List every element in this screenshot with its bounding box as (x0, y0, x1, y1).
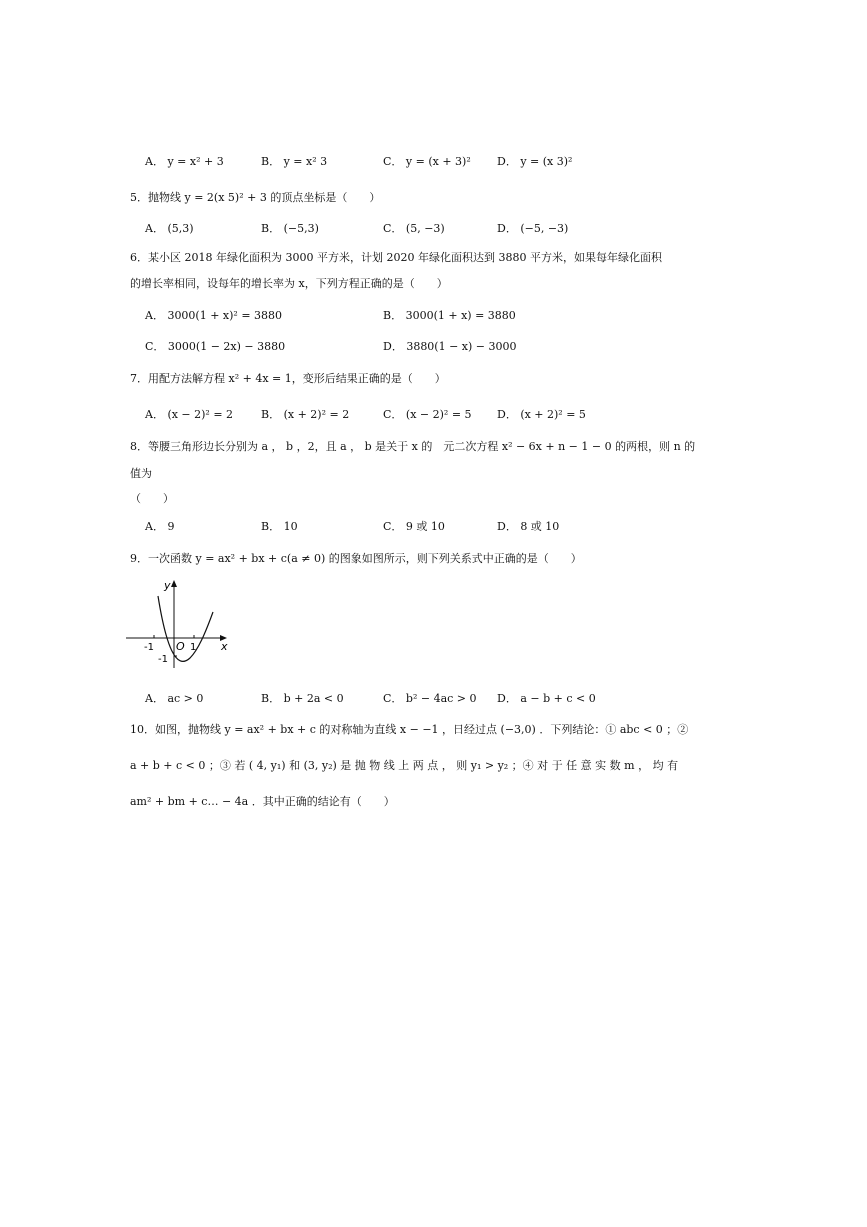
q10-text-line2: a + b + c < 0 ；③ 若 ( 4, y₁) 和 (3, y₂) 是 抛 物 线 上 两 点 ， 则 y₁ > y₂ ；④ 对 于 任 意 实 数 m ， 均 有 (130, 759, 679, 772)
q6-option-a: A． 3000(1 + x)² = 3880 (145, 309, 283, 322)
q7-option-d: D． (x + 2)² = 5 (497, 408, 586, 421)
q6-option-c: C． 3000(1 − 2x) − 3880 (145, 340, 286, 353)
q9-parabola-graph (124, 576, 234, 670)
q8-option-a: A． 9 (145, 520, 175, 533)
q7-option-b: B． (x + 2)² = 2 (261, 408, 350, 421)
q9-option-a: A． ac > 0 (145, 692, 204, 705)
q7-option-c: C． (x − 2)² = 5 (383, 408, 472, 421)
q6-option-b: B． 3000(1 + x) = 3880 (383, 309, 516, 322)
q8-text-line3: （ ） (130, 492, 174, 505)
q7-option-a: A． (x − 2)² = 2 (145, 408, 234, 421)
q4-option-d: D． y = (x 3)² (497, 155, 573, 168)
origin-label: O (176, 640, 185, 653)
q9-text: 9．一次函数 y = ax² + bx + c(a ≠ 0) 的图象如图所示，则下列关系式中正确的是（ ） (130, 552, 582, 565)
q5-option-c: C． (5, −3) (383, 222, 445, 235)
q5-option-a: A． (5,3) (145, 222, 194, 235)
q8-option-d: D． 8 或 10 (497, 520, 560, 533)
q8-text-line1: 8．等腰三角形边长分别为 a ， b ，2，且 a ， b 是关于 x 的 元二次方程 x² − 6x + n − 1 − 0 的两根，则 n 的 (130, 440, 696, 453)
q8-text-line2: 值为 (130, 467, 152, 480)
tick-pos1-x-label: 1 (190, 642, 197, 653)
y-axis-arrow-icon (171, 580, 177, 587)
q9-option-d: D． a − b + c < 0 (497, 692, 596, 705)
q5-text: 5．抛物线 y = 2(x 5)² + 3 的顶点坐标是（ ） (130, 191, 381, 204)
q6-text-line2: 的增长率相同，设每年的增长率为 x，下列方程正确的是（ ） (130, 277, 448, 290)
parabola-curve (158, 596, 213, 661)
tick-neg1-y-label: -1 (158, 654, 168, 665)
y-axis-label: y (164, 579, 171, 592)
q6-text-line1: 6．某小区 2018 年绿化面积为 3000 平方米，计划 2020 年绿化面积达到 3880 平方米，如果每年绿化面积 (130, 251, 662, 264)
q4-option-a: A． y = x² + 3 (145, 155, 224, 168)
q8-option-c: C． 9 或 10 (383, 520, 445, 533)
q8-option-b: B． 10 (261, 520, 298, 533)
q6-option-d: D． 3880(1 − x) − 3000 (383, 340, 517, 353)
q7-text: 7．用配方法解方程 x² + 4x = 1，变形后结果正确的是（ ） (130, 372, 446, 385)
q10-text-line3: am² + bm + c… − 4a ．其中正确的结论有（ ） (130, 795, 395, 808)
tick-neg1-x-label: -1 (144, 642, 154, 653)
q9-option-b: B． b + 2a < 0 (261, 692, 344, 705)
q4-option-b: B． y = x² 3 (261, 155, 328, 168)
q10-text-line1: 10．如图，抛物线 y = ax² + bx + c 的对称轴为直线 x − −1 ，日经过点 (−3,0) ．下列结论：① abc < 0 ；② (130, 723, 689, 736)
q5-option-d: D． (−5, −3) (497, 222, 569, 235)
x-axis-label: x (221, 640, 228, 653)
q9-option-c: C． b² − 4ac > 0 (383, 692, 477, 705)
q4-option-c: C． y = (x + 3)² (383, 155, 471, 168)
q5-option-b: B． (−5,3) (261, 222, 319, 235)
